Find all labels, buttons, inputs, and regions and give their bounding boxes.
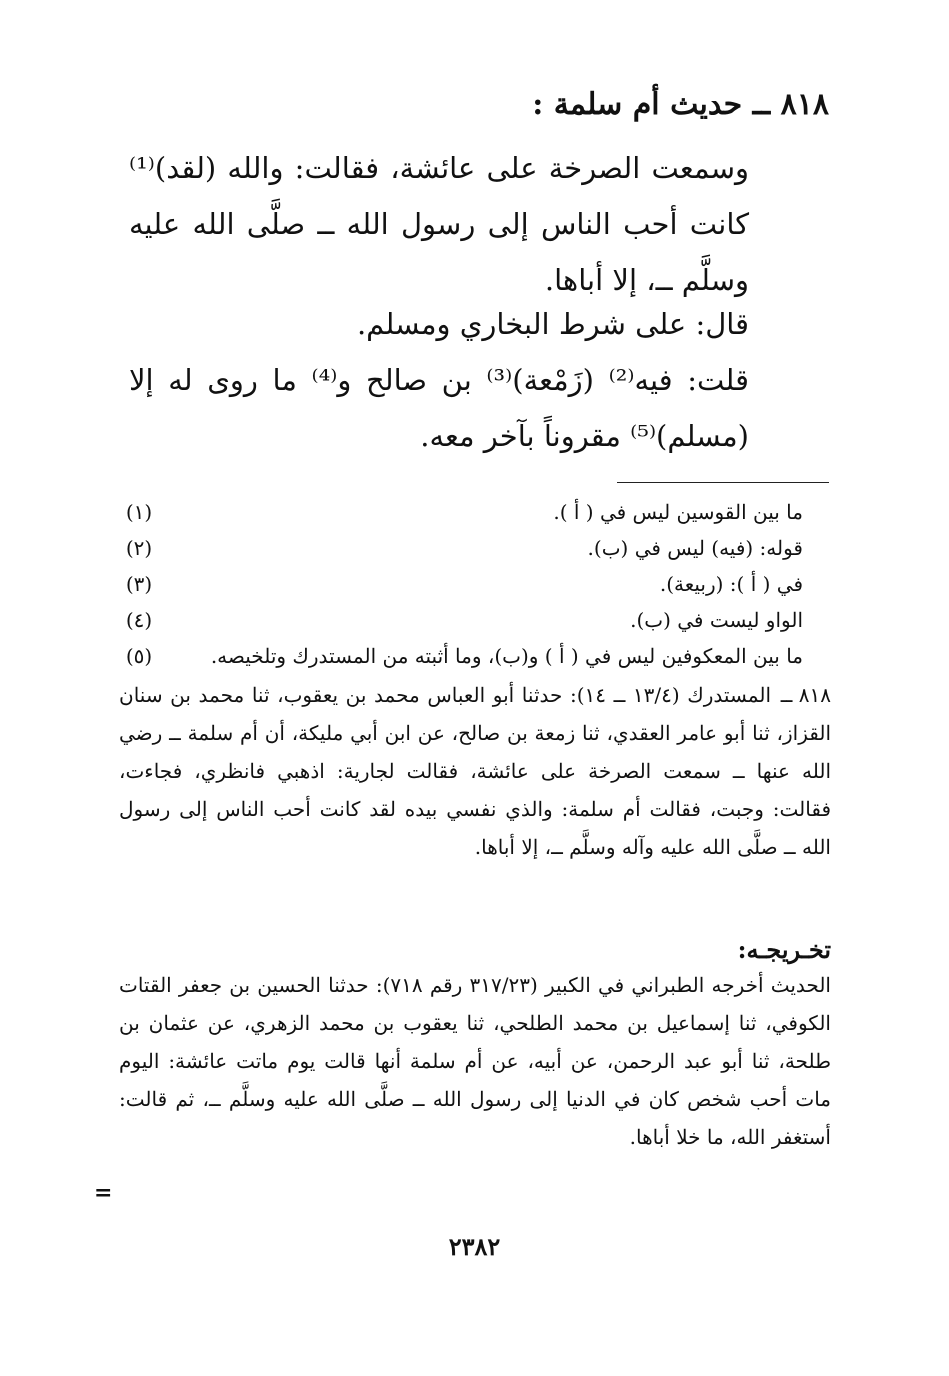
- footnote-5: [119, 638, 831, 674]
- takhrij-title: تخـريجـه:: [737, 935, 831, 964]
- footnote-text: الواو ليست في (ب).: [630, 608, 803, 632]
- continuation-mark: =: [94, 1180, 113, 1206]
- main-paragraph-2: قال: على شرط البخاري ومسلم.: [356, 307, 749, 341]
- footnote-4: [119, 602, 831, 638]
- footnote-number: (٤): [125, 608, 153, 632]
- footnote-list: [119, 494, 831, 674]
- note-818: [119, 676, 831, 866]
- footnote-1: [119, 494, 831, 530]
- footnote-text: في ( أ ): (ربيعة).: [659, 572, 803, 596]
- footnote-text: ما بين القوسين ليس في ( أ ).: [553, 500, 803, 524]
- footnote-3: [119, 566, 831, 602]
- footnote-text: قوله: (فيه) ليس في (ب).: [587, 536, 803, 560]
- footnote-2: [119, 530, 831, 566]
- footnote-number: (١): [125, 500, 153, 524]
- main-paragraph-1: وسمعت الصرخة على عائشة، فقالت: والله (لقد)⁽¹⁾كانت أحب الناس إلى رسول الله ــ صلَّى الله عليه وسلَّم ــ، إلا أباها.: [129, 151, 749, 297]
- hadith-heading: ٨١٨ ــ حديث أم سلمة :: [532, 87, 829, 122]
- footnote-number: (٣): [125, 572, 153, 596]
- note-text: المستدرك (١٣/٤ ــ ١٤): حدثنا أبو العباس محمد بن يعقوب، ثنا محمد بن سنان القزاز، ثنا أبو عامر العقدي، ثنا زمعة بن صالح، عن ابن أبي مليكة، أن أم سلمة ــ رضي الله عنها ــ سمعت الصرخة على عائشة، فقالت لجارية: اذهبي فانظري، فجاءت، فقالت: وجبت، فقالت أم سلمة: والذي نفسي بيده لقد كانت أحب الناس إلى رسول الله ــ صلَّى الله عليه وآله وسلَّم ــ، إلا أباها.: [119, 683, 832, 859]
- note-number: ٨١٨ ــ: [780, 683, 831, 707]
- page-number: ٢٣٨٢: [448, 1232, 501, 1261]
- footnote-number: (٢): [125, 536, 153, 560]
- footnote-number: (٥): [125, 644, 153, 668]
- main-paragraph-3: قلت: فيه⁽²⁾ (زَمْعة)⁽³⁾ بن صالح و⁽⁴⁾ ما روى له إلا (مسلم)⁽⁵⁾ مقروناً بآخر معه.: [129, 363, 749, 453]
- footnote-separator: [617, 482, 829, 483]
- footnote-text: ما بين المعكوفين ليس في ( أ ) و(ب)، وما أثبته من المستدرك وتلخيصه.: [210, 644, 803, 668]
- takhrij-text: الحديث أخرجه الطبراني في الكبير (٣١٧/٢٣ رقم ٧١٨): حدثنا الحسين بن جعفر القتات الكوفي، ثنا إسماعيل بن محمد الطلحي، ثنا يعقوب بن محمد الزهري، عن عثمان بن طلحة، ثنا أبو عبد الرحمن، عن أبيه، عن أم سلمة أنها قالت يوم ماتت عائشة: اليوم مات أحب شخص كان في الدنيا إلى رسول الله ــ صلَّى الله عليه وسلَّم ــ، ثم قالت: أستغفر الله، ما خلا أباها.: [119, 973, 831, 1149]
